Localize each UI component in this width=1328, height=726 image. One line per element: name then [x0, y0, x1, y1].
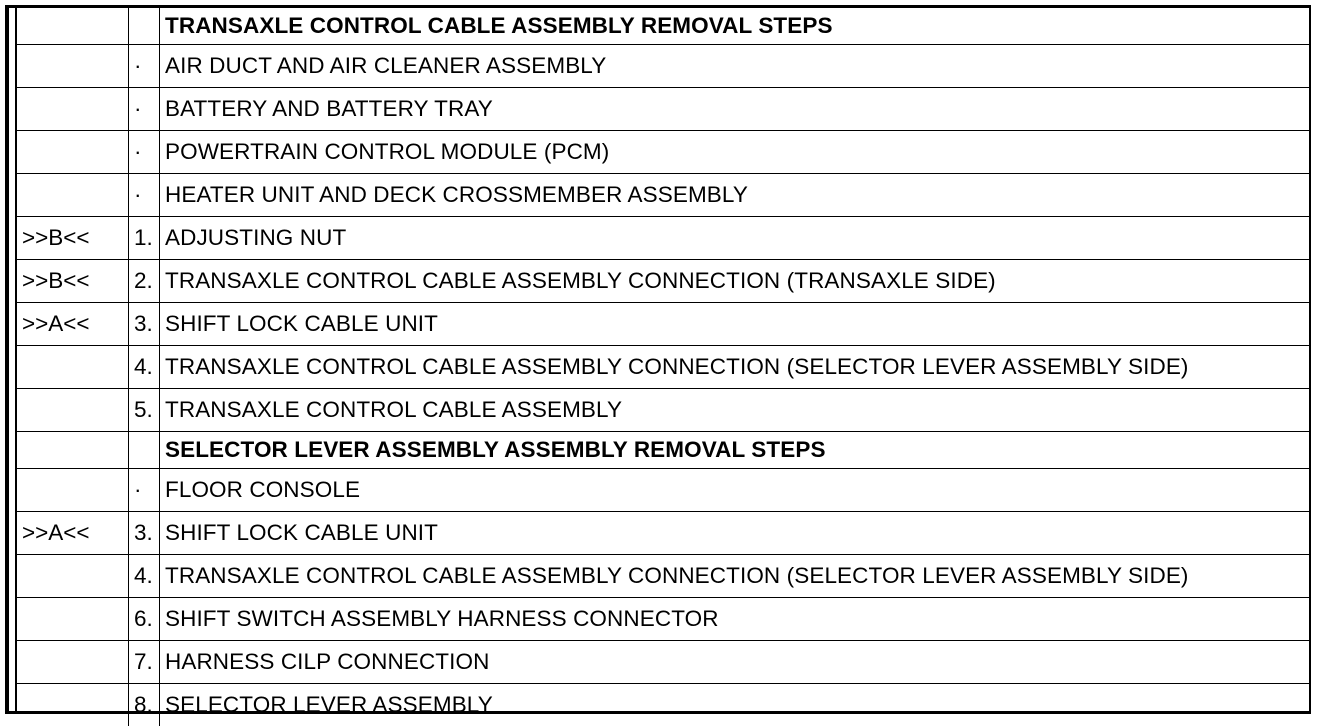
table-row-heading-selector: [17, 432, 1309, 469]
ref-cell: >>A<<: [17, 303, 129, 346]
step-number-cell: 1.: [129, 217, 160, 260]
ref-cell: [17, 174, 129, 217]
bullet-cell: ·: [129, 131, 160, 174]
ref-cell: [17, 45, 129, 88]
ref-cell: [17, 88, 129, 131]
step-number-cell: 3.: [129, 512, 160, 555]
table-row: [17, 45, 1309, 88]
step-description: TRANSAXLE CONTROL CABLE ASSEMBLY CONNECTION (SELECTOR LEVER ASSEMBLY SIDE): [160, 555, 1310, 598]
table-row: [17, 131, 1309, 174]
table-row: [17, 512, 1309, 555]
bullet-cell: ·: [129, 469, 160, 512]
step-description: TRANSAXLE CONTROL CABLE ASSEMBLY CONNECTION (TRANSAXLE SIDE): [160, 260, 1310, 303]
step-description: SHIFT LOCK CABLE UNIT: [160, 303, 1310, 346]
step-description: SHIFT SWITCH ASSEMBLY HARNESS CONNECTOR: [160, 598, 1310, 641]
ref-cell: [17, 8, 129, 45]
section-heading: SELECTOR LEVER ASSEMBLY ASSEMBLY REMOVAL STEPS: [160, 432, 1310, 469]
step-description: TRANSAXLE CONTROL CABLE ASSEMBLY: [160, 389, 1310, 432]
step-number-cell: 4.: [129, 346, 160, 389]
step-description: HEATER UNIT AND DECK CROSSMEMBER ASSEMBLY: [160, 174, 1310, 217]
table-row-heading-transaxle: [17, 8, 1309, 45]
bullet-cell: ·: [129, 45, 160, 88]
ref-cell: [17, 432, 129, 469]
table-row: [17, 389, 1309, 432]
step-number-cell: 7.: [129, 641, 160, 684]
ref-cell: [17, 131, 129, 174]
step-number-cell: [129, 432, 160, 469]
table-row: [17, 555, 1309, 598]
step-number-cell: 8.: [129, 684, 160, 726]
table-row: [17, 469, 1309, 512]
step-number-cell: 3.: [129, 303, 160, 346]
table-row: [17, 346, 1309, 389]
ref-cell: >>A<<: [17, 512, 129, 555]
table-row: [17, 260, 1309, 303]
step-description: AIR DUCT AND AIR CLEANER ASSEMBLY: [160, 45, 1310, 88]
step-description: FLOOR CONSOLE: [160, 469, 1310, 512]
ref-cell: [17, 641, 129, 684]
step-description: POWERTRAIN CONTROL MODULE (PCM): [160, 131, 1310, 174]
table-row: [17, 303, 1309, 346]
table-row: [17, 641, 1309, 684]
table-row: [17, 174, 1309, 217]
table-row: [17, 88, 1309, 131]
ref-cell: >>B<<: [17, 217, 129, 260]
step-number-cell: [129, 8, 160, 45]
step-description: TRANSAXLE CONTROL CABLE ASSEMBLY CONNECTION (SELECTOR LEVER ASSEMBLY SIDE): [160, 346, 1310, 389]
table-row: [17, 598, 1309, 641]
ref-cell: [17, 346, 129, 389]
step-number-cell: 2.: [129, 260, 160, 303]
step-description: SELECTOR LEVER ASSEMBLY: [160, 684, 1310, 726]
step-number-cell: 4.: [129, 555, 160, 598]
section-heading: TRANSAXLE CONTROL CABLE ASSEMBLY REMOVAL STEPS: [160, 8, 1310, 45]
bullet-cell: ·: [129, 174, 160, 217]
step-description: HARNESS CILP CONNECTION: [160, 641, 1310, 684]
step-description: ADJUSTING NUT: [160, 217, 1310, 260]
step-number-cell: 5.: [129, 389, 160, 432]
step-number-cell: 6.: [129, 598, 160, 641]
removal-steps-table: [17, 8, 1309, 726]
ref-cell: [17, 389, 129, 432]
table-row: [17, 217, 1309, 260]
ref-cell: >>B<<: [17, 260, 129, 303]
bullet-cell: ·: [129, 88, 160, 131]
ref-cell: [17, 555, 129, 598]
ref-cell: [17, 598, 129, 641]
ref-cell: [17, 469, 129, 512]
step-description: SHIFT LOCK CABLE UNIT: [160, 512, 1310, 555]
step-description: BATTERY AND BATTERY TRAY: [160, 88, 1310, 131]
